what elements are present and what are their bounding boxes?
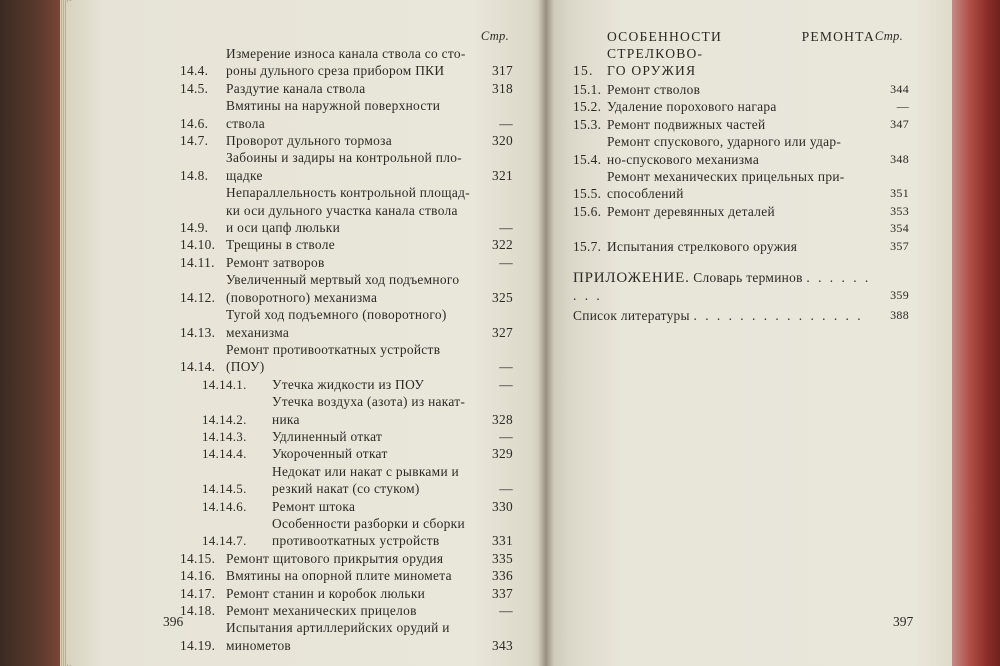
toc-entry	[180, 254, 513, 271]
toc-entry	[180, 445, 513, 462]
toc-entry	[573, 220, 909, 237]
toc-entry-number: 14.15.	[180, 550, 216, 566]
toc-entry-number: 14.14.	[180, 359, 216, 375]
toc-entry-page: 354	[890, 221, 909, 236]
toc-entry-page: 331	[492, 533, 513, 549]
toc-entry	[180, 567, 513, 584]
toc-entry-page: 357	[890, 238, 909, 253]
toc-entry-text: противооткатных устройств	[272, 533, 440, 549]
toc-entry-page: 318	[492, 80, 513, 96]
toc-entry-page: —	[896, 99, 909, 114]
toc-entry-number: 14.7.	[180, 133, 209, 149]
toc-entry-number: 15.7.	[573, 238, 602, 254]
toc-entry	[180, 184, 513, 236]
toc-entry-text: механизма	[226, 324, 290, 340]
toc-entry-page: 320	[492, 133, 513, 149]
toc-entry-text: Недокат или накат с рывками и	[272, 463, 460, 479]
toc-entry	[573, 81, 909, 98]
toc-entry-text: Ремонт спускового, ударного или удар-	[607, 134, 842, 150]
chapter-title	[573, 28, 909, 79]
toc-entry-text: (ПОУ)	[226, 359, 265, 375]
page-column-header: Стр.	[874, 29, 903, 43]
toc-entry-number: 15.3.	[573, 116, 602, 132]
toc-entry-page: 353	[890, 203, 909, 218]
toc-entry-text: ствола	[226, 115, 265, 131]
page-number-right: 397	[893, 614, 914, 629]
toc-entry-text: Вмятины на наружной поверхности	[226, 98, 441, 114]
toc-entry-text: Испытания стрелкового оружия	[607, 238, 798, 254]
toc-entry-text: ника	[272, 411, 300, 427]
toc-entry-page: 322	[492, 237, 513, 253]
toc-entry-page: 337	[492, 585, 513, 601]
toc-entry-text: и оси цапф люльки	[226, 220, 341, 236]
toc-entry-text: Измерение износа канала ствола со сто-	[226, 46, 466, 61]
chapter-number: 15.	[573, 63, 594, 78]
toc-entry	[573, 98, 909, 115]
toc-entry-page: 327	[492, 324, 513, 340]
toc-entry-text: Испытания артиллерийских орудий и	[226, 620, 450, 636]
appendix-page: 359	[890, 288, 909, 303]
book-gutter	[538, 0, 554, 666]
toc-entry	[180, 515, 513, 550]
toc-entry-number: 14.4.	[180, 63, 209, 79]
toc-entry	[180, 80, 513, 97]
toc-entry	[180, 132, 513, 149]
toc-entry-number: 14.14.7.	[202, 533, 247, 549]
appendix-text: Словарь терминов	[693, 270, 803, 286]
toc-entry-number: 14.17.	[180, 585, 216, 601]
toc-entry-text: Ремонт механических прицелов	[226, 603, 417, 618]
toc-entry-number: 14.13.	[180, 324, 216, 340]
literature-page: 388	[890, 307, 909, 322]
toc-entry-number: 15.5.	[573, 186, 602, 202]
left-toc-entries	[180, 45, 513, 654]
toc-entry	[573, 238, 909, 255]
toc-entry-text: Ремонт подвижных частей	[607, 116, 766, 132]
toc-entry	[180, 341, 513, 376]
literature-entry: Список литературы . . . . . . . . . . . . . . . 388	[573, 307, 909, 323]
toc-entry-number: 14.14.5.	[202, 481, 247, 497]
toc-entry-number: 15.6.	[573, 203, 602, 219]
toc-entry-page: —	[499, 603, 513, 618]
toc-entry-page: 330	[492, 498, 513, 514]
toc-entry-text: Утечка жидкости из ПОУ	[272, 376, 425, 392]
toc-entry	[573, 133, 909, 168]
left-toc	[180, 28, 513, 654]
toc-entry-number: 14.8.	[180, 167, 209, 183]
toc-entry-page: 328	[492, 411, 513, 427]
toc-entry-text: Вмятины на опорной плите миномета	[226, 568, 452, 584]
toc-entry-text: ки оси дульного участка канала ствола	[226, 202, 458, 218]
toc-entry-page: 344	[890, 82, 909, 96]
toc-entry-number: 14.14.2.	[202, 411, 247, 427]
toc-entry-number: 14.16.	[180, 568, 216, 584]
toc-entry-number: 14.14.6.	[202, 498, 247, 514]
toc-entry-page: 336	[492, 568, 513, 584]
chapter-title-line: ОСОБЕННОСТИ РЕМОНТА СТРЕЛКОВО-	[607, 29, 875, 61]
toc-entry-text: Ремонт затворов	[226, 254, 325, 270]
appendix-entry: ПРИЛОЖЕНИЕ. Словарь терминов . . . . . . . . . 359	[573, 270, 909, 304]
toc-entry-number: 15.1.	[573, 82, 602, 97]
toc-entry	[180, 585, 513, 602]
page-number-left: 396	[163, 614, 184, 629]
toc-entry-text: минометов	[226, 637, 292, 653]
toc-entry-page: —	[499, 220, 513, 236]
toc-entry	[180, 45, 513, 80]
toc-entry-text: Тугой ход подъемного (поворотного)	[226, 307, 447, 323]
toc-entry-page: —	[499, 428, 513, 444]
toc-entry-text: резкий накат (со стуком)	[272, 481, 420, 497]
toc-entry-text: Утечка воздуха (азота) из накат-	[272, 394, 466, 410]
toc-entry	[180, 236, 513, 253]
toc-entry-number: 15.4.	[573, 151, 602, 167]
book-cover-right	[952, 0, 1000, 666]
toc-entry-page: —	[499, 376, 513, 392]
toc-entry-text: Увеличенный мертвый ход подъемного	[226, 272, 460, 288]
toc-entry-page: 321	[492, 167, 513, 183]
toc-entry-text: Проворот дульного тормоза	[226, 133, 392, 149]
chapter-title-line: ГО ОРУЖИЯ	[607, 63, 697, 78]
toc-entry-page: 329	[492, 446, 513, 462]
toc-entry	[180, 602, 513, 619]
toc-entry	[180, 306, 513, 341]
toc-entry-text: Ремонт противооткатных устройств	[226, 341, 441, 357]
toc-entry-text: Удаление порохового нагара	[607, 99, 777, 115]
toc-entry-text: роны дульного среза прибором ПКИ	[226, 63, 445, 79]
toc-entry	[180, 428, 513, 445]
toc-entry-text: Удлиненный откат	[272, 428, 383, 444]
toc-entry-text: способлений	[607, 186, 684, 202]
toc-entry-page: 325	[492, 289, 513, 305]
toc-entry-text: Непараллельность контрольной площад-	[226, 185, 470, 201]
toc-entry-text: Ремонт механических прицельных при-	[607, 169, 845, 185]
toc-entry-text: Укороченный откат	[272, 446, 388, 462]
toc-entry-text: но-спускового механизма	[607, 151, 760, 167]
toc-entry-text: (поворотного) механизма	[226, 289, 378, 305]
toc-entry-number: 15.2.	[573, 99, 602, 115]
toc-entry	[180, 376, 513, 393]
page-column-header: Стр.	[480, 29, 509, 43]
toc-entry-number: 14.12.	[180, 289, 216, 305]
toc-entry-text: Раздутие канала ствола	[226, 80, 366, 96]
toc-entry	[573, 203, 909, 220]
toc-entry-page: 348	[890, 151, 909, 166]
toc-entry-page: 343	[492, 637, 513, 653]
toc-entry	[180, 271, 513, 306]
toc-entry-number: 14.18.	[180, 603, 216, 618]
toc-entry-number: 14.14.3.	[202, 428, 247, 444]
toc-entry-text: Особенности разборки и сборки	[272, 515, 465, 531]
toc-entry-text: Ремонт стволов	[607, 82, 701, 97]
toc-entry-page: 347	[890, 116, 909, 131]
toc-entry-number: 14.11.	[180, 254, 215, 270]
toc-entry-number: 14.5.	[180, 80, 209, 96]
toc-entry-text: Ремонт штока	[272, 498, 356, 514]
toc-entry	[180, 498, 513, 515]
toc-entry-text: Ремонт деревянных деталей	[607, 203, 775, 219]
toc-entry	[180, 550, 513, 567]
right-toc	[573, 28, 909, 324]
toc-entry-text: Ремонт станин и коробок люльки	[226, 585, 426, 601]
toc-entry-text: Трещины в стволе	[226, 237, 335, 253]
toc-entry-page: 317	[492, 63, 513, 79]
toc-entry	[180, 393, 513, 428]
toc-entry-number: 14.19.	[180, 637, 216, 653]
toc-entry	[180, 149, 513, 184]
toc-entry	[573, 116, 909, 133]
toc-entry-text: щадке	[226, 167, 263, 183]
toc-entry-text: Ремонт щитового прикрытия орудия	[226, 550, 444, 566]
toc-entry	[180, 619, 513, 654]
literature-text: Список литературы	[573, 307, 690, 323]
toc-entry-page: —	[499, 481, 513, 497]
toc-entry	[573, 168, 909, 203]
toc-entry-page: —	[499, 115, 513, 131]
toc-entry-number: 14.6.	[180, 115, 209, 131]
toc-entry-page: —	[499, 254, 513, 270]
right-toc-entries	[573, 81, 909, 255]
toc-entry-page: 351	[890, 186, 909, 201]
toc-entry-number: 14.14.1.	[202, 376, 247, 392]
toc-entry-page: 335	[492, 550, 513, 566]
toc-entry-number: 14.14.4.	[202, 446, 247, 462]
toc-entry-text: Забоины и задиры на контрольной пло-	[226, 150, 462, 166]
toc-entry	[180, 463, 513, 498]
appendix-label: ПРИЛОЖЕНИЕ.	[573, 270, 690, 287]
toc-entry-number: 14.10.	[180, 237, 216, 253]
toc-entry	[180, 97, 513, 132]
toc-entry-number: 14.9.	[180, 220, 209, 236]
toc-entry-page: —	[499, 359, 513, 375]
